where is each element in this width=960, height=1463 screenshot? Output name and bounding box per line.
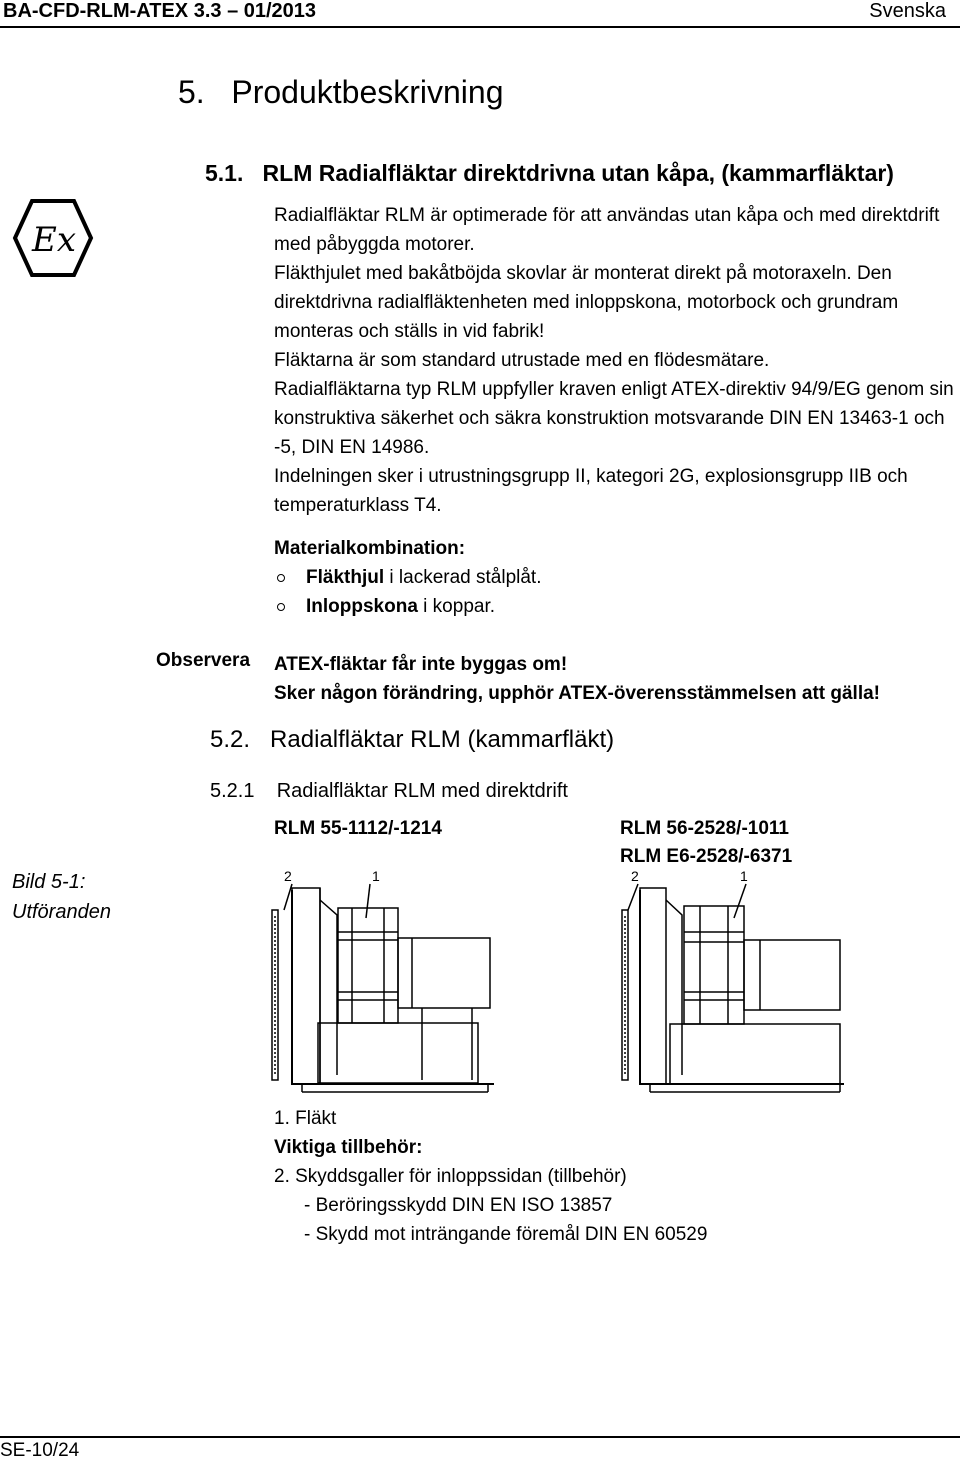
material-block: [274, 534, 958, 621]
right-model-label-2: RLM E6-2528/-6371: [620, 846, 793, 867]
paragraph: Radialfläktarna typ RLM uppfyller kraven enligt ATEX-direktiv 94/9/EG genom sin konstruktiva säkerhet och säkra konstruktion motsvarande DIN EN 13463-1 och -5, DIN EN 14986.: [274, 379, 954, 458]
material-name: Inloppskona: [306, 596, 418, 617]
callout-1: 1: [372, 868, 380, 884]
fan-drawing-right: [610, 880, 850, 1102]
paragraph: Radialfläktar RLM är optimerade för att användas utan kåpa och med direktdrift med påbyggda motorer.: [274, 205, 940, 255]
section-number: 5.2.: [210, 726, 251, 753]
callout-2: 2: [284, 868, 292, 884]
right-model-label-1: RLM 56-2528/-1011: [620, 818, 789, 839]
paragraph: Fläktarna är som standard utrustade med en flödesmätare.: [274, 350, 770, 371]
section-5-2-1-heading: [210, 780, 568, 803]
header-doc-id: BA-CFD-RLM-ATEX 3.3 – 01/2013: [3, 0, 317, 22]
header-rule: [0, 26, 960, 28]
material-heading: Materialkombination:: [274, 538, 466, 559]
section-5-2-heading: [210, 726, 614, 754]
figure-title: Utföranden: [12, 901, 111, 923]
section-number: 5.2.1: [210, 780, 255, 802]
header-language: Svenska: [869, 0, 946, 22]
figure-caption: [12, 867, 111, 927]
page-number: SE-10/24: [0, 1440, 80, 1461]
left-model-label: RLM 55-1112/-1214: [274, 818, 442, 839]
material-desc: i koppar.: [417, 596, 496, 617]
figure-legend: [274, 1104, 707, 1249]
note-line: ATEX-fläktar får inte byggas om!: [274, 654, 568, 675]
legend-item: 2. Skyddsgaller för inloppssidan (tillbehör): [274, 1166, 627, 1187]
section-title: Radialfläktar RLM med direktdrift: [276, 780, 568, 802]
fan-drawing-left: [262, 880, 502, 1102]
legend-item: 1. Fläkt: [274, 1108, 337, 1129]
section-5-1-body: [274, 201, 958, 520]
legend-subitem: - Skydd mot inträngande föremål DIN EN 60529: [304, 1224, 708, 1245]
material-item: [274, 563, 958, 592]
material-name: Fläkthjul: [306, 567, 385, 588]
callout-2: 2: [631, 868, 639, 884]
note-line: Sker någon förändring, upphör ATEX-överensstämmelsen att gälla!: [274, 683, 880, 704]
paragraph: Indelningen sker i utrustningsgrupp II, kategori 2G, explosionsgrupp IIB och temperaturklass T4.: [274, 466, 908, 516]
section-5-heading: [178, 74, 504, 111]
svg-text:Ex: Ex: [32, 220, 76, 260]
section-5-1-heading: [205, 160, 894, 187]
paragraph: Fläkthjulet med bakåtböjda skovlar är monterat direkt på motoraxeln. Den direktdrivna radialfläktenheten med inloppskona, motorbock och grundram monteras och ställs in vid fabrik!: [274, 263, 899, 342]
legend-subitem: - Beröringsskydd DIN EN ISO 13857: [304, 1195, 613, 1216]
ex-atex-icon: [12, 198, 94, 278]
material-desc: i lackerad stålplåt.: [384, 567, 542, 588]
figure-number: Bild 5-1:: [12, 871, 86, 893]
section-title: RLM Radialfläktar direktdrivna utan kåpa, (kammarfläktar): [262, 160, 894, 186]
material-item: [274, 592, 958, 621]
section-number: 5.1.: [205, 160, 244, 186]
callout-1: 1: [740, 868, 748, 884]
footer-rule: [0, 1436, 960, 1438]
section-title: Radialfläktar RLM (kammarfläkt): [270, 726, 615, 753]
section-title: Produktbeskrivning: [231, 74, 504, 110]
note-text: [274, 650, 880, 708]
note-label: Observera: [156, 650, 251, 671]
legend-heading: Viktiga tillbehör:: [274, 1137, 423, 1158]
section-number: 5.: [178, 74, 205, 110]
